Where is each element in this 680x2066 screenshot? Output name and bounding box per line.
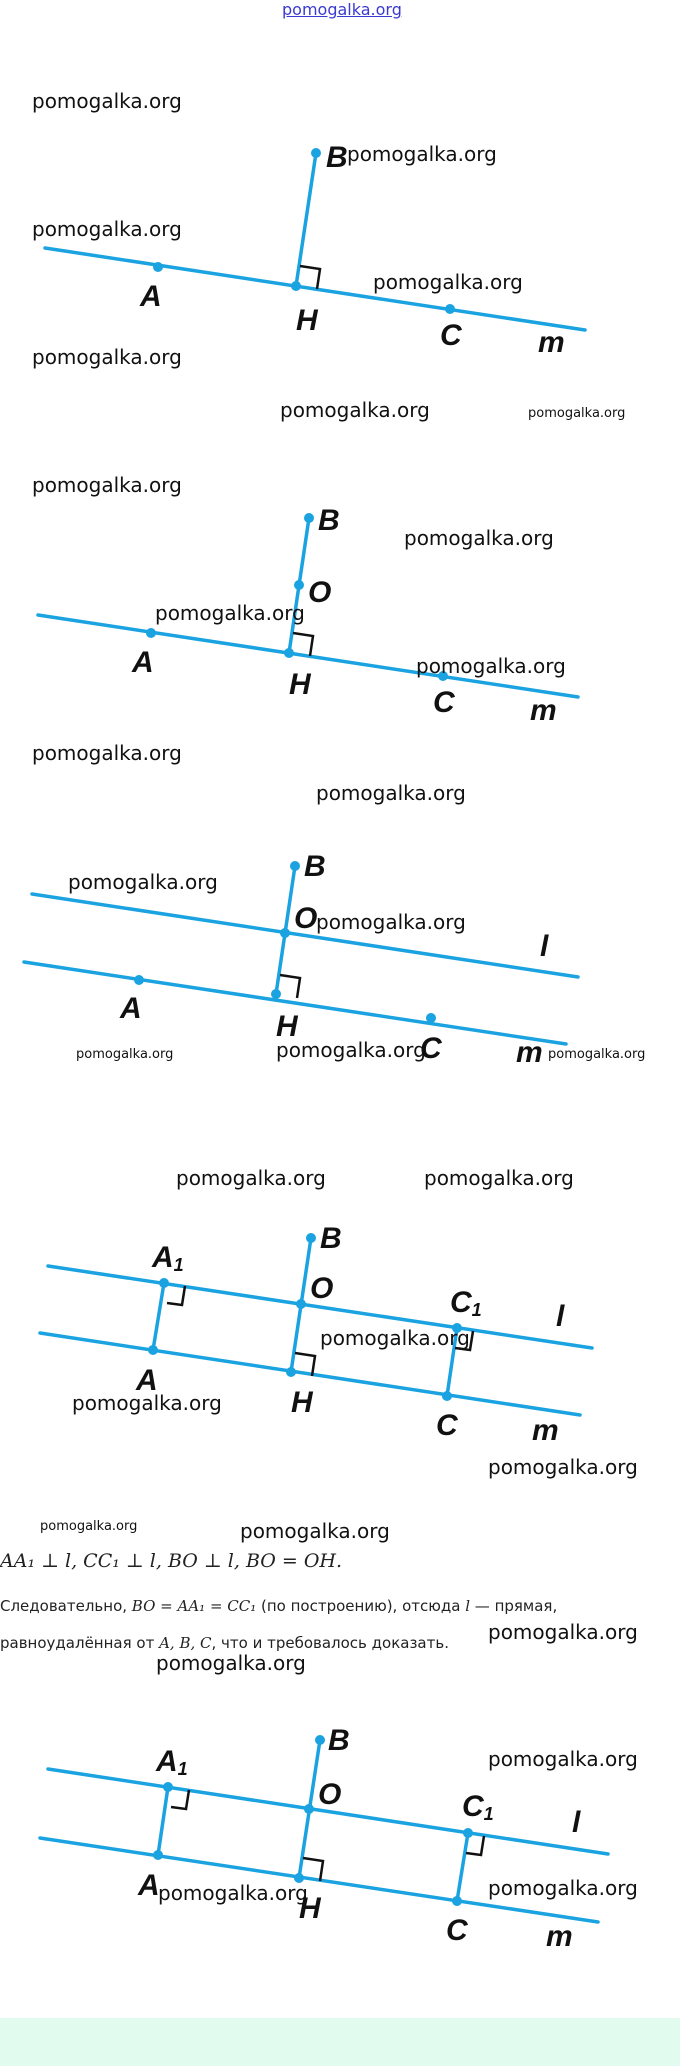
conclusion-text-5: , что и требовалось доказать. [211, 1634, 449, 1652]
watermark: pomogalka.org [240, 1519, 390, 1543]
conclusion-math-l: l [465, 1597, 471, 1615]
label-a1-letter: A [152, 1241, 174, 1274]
label-l: l [556, 1300, 565, 1333]
watermark: pomogalka.org [488, 1876, 638, 1900]
right-angle-mark-a1 [171, 1790, 189, 1809]
label-c1-letter: C [450, 1286, 472, 1319]
point-o [296, 1299, 306, 1309]
segment-aa1 [153, 1283, 164, 1350]
conclusion-text-2: (по построению), отсюда [256, 1597, 466, 1615]
watermark: pomogalka.org [488, 1620, 638, 1644]
figure-2-svg [0, 480, 680, 760]
label-c: C [436, 1409, 458, 1442]
label-a1-letter: A [156, 1745, 178, 1778]
watermark: pomogalka.org [32, 741, 182, 765]
label-a: A [140, 280, 162, 313]
label-c: C [446, 1914, 468, 1947]
point-a [153, 1850, 163, 1860]
watermark: pomogalka.org [32, 89, 182, 113]
point-b [290, 861, 300, 871]
point-b [311, 148, 321, 158]
label-b: B [320, 1222, 342, 1255]
conclusion-text-4: равноудалённая от [0, 1634, 160, 1652]
label-a1 [151, 1241, 184, 1275]
label-c: C [440, 319, 462, 352]
label-b: B [328, 1724, 350, 1757]
point-b [306, 1233, 316, 1243]
label-o: O [294, 902, 318, 935]
label-c1-letter: C [462, 1790, 484, 1823]
conclusion-line-2 [0, 1634, 449, 1652]
point-o [294, 580, 304, 590]
point-c [452, 1896, 462, 1906]
label-h: H [291, 1386, 313, 1419]
point-h [286, 1367, 296, 1377]
perpendicularity-statement: AA₁ ⊥ l, CC₁ ⊥ l, BO ⊥ l, BO = OH. [0, 1550, 343, 1572]
point-b [304, 513, 314, 523]
watermark: pomogalka.org [72, 1391, 222, 1415]
footer-band [0, 2018, 680, 2066]
label-b: B [304, 850, 326, 883]
label-a1 [155, 1745, 188, 1779]
label-l: l [540, 930, 549, 963]
point-a [146, 628, 156, 638]
label-a: A [136, 1364, 158, 1397]
watermark: pomogalka.org [416, 654, 566, 678]
label-h: H [299, 1892, 321, 1925]
watermark: pomogalka.org [155, 601, 305, 625]
label-a: A [132, 646, 154, 679]
label-a1-subscript: 1 [177, 1759, 188, 1779]
point-h [271, 989, 281, 999]
point-c [426, 1013, 436, 1023]
label-o: O [308, 576, 332, 609]
point-c1 [463, 1828, 473, 1838]
point-c [442, 1391, 452, 1401]
point-o [304, 1804, 314, 1814]
watermark: pomogalka.org [32, 217, 182, 241]
point-o [280, 928, 290, 938]
label-c: C [420, 1032, 442, 1065]
watermark: pomogalka.org [280, 398, 430, 422]
label-m: m [546, 1920, 573, 1953]
right-angle-mark [280, 975, 300, 998]
conclusion-math-equality: BO = AA₁ = CC₁ [131, 1597, 257, 1615]
label-c: C [433, 686, 455, 719]
point-h [284, 648, 294, 658]
watermark: pomogalka.org [76, 1047, 174, 1062]
watermark: pomogalka.org [424, 1166, 574, 1190]
label-o: O [318, 1778, 342, 1811]
point-a [148, 1345, 158, 1355]
segment-aa1 [158, 1787, 168, 1855]
label-c1 [462, 1790, 494, 1824]
watermark: pomogalka.org [488, 1747, 638, 1771]
conclusion-line-1 [0, 1597, 557, 1615]
watermark: pomogalka.org [158, 1881, 308, 1905]
segment-cc1 [457, 1833, 468, 1901]
watermark: pomogalka.org [316, 910, 466, 934]
label-m: m [538, 326, 565, 359]
point-a [153, 262, 163, 272]
figure-2 [0, 480, 680, 760]
conclusion-math-points: A, B, C [159, 1634, 212, 1652]
label-c1 [450, 1286, 482, 1320]
right-angle-mark-a1 [167, 1286, 185, 1305]
point-a1 [163, 1782, 173, 1792]
watermark: pomogalka.org [488, 1455, 638, 1479]
label-h: H [296, 304, 318, 337]
point-b [315, 1735, 325, 1745]
watermark: pomogalka.org [528, 406, 626, 421]
label-h: H [289, 668, 311, 701]
label-c1-subscript: 1 [471, 1300, 482, 1320]
watermark: pomogalka.org [347, 142, 497, 166]
label-m: m [530, 694, 557, 727]
label-a: A [138, 1869, 160, 1902]
watermark: pomogalka.org [32, 345, 182, 369]
watermark: pomogalka.org [316, 781, 466, 805]
watermark: pomogalka.org [373, 270, 523, 294]
label-b: B [318, 504, 340, 537]
watermark: pomogalka.org [404, 526, 554, 550]
watermark: pomogalka.org [40, 1519, 138, 1534]
watermark: pomogalka.org [320, 1326, 470, 1350]
point-c [445, 304, 455, 314]
watermark-top-link[interactable]: pomogalka.org [282, 0, 402, 19]
watermark: pomogalka.org [548, 1047, 646, 1062]
conclusion-text-3: — прямая, [470, 1597, 558, 1615]
label-a: A [120, 992, 142, 1025]
watermark: pomogalka.org [276, 1038, 426, 1062]
label-h: H [276, 1010, 298, 1043]
point-h [291, 281, 301, 291]
point-a1 [159, 1278, 169, 1288]
conclusion-text-1: Следовательно, [0, 1597, 132, 1615]
watermark: pomogalka.org [32, 473, 182, 497]
watermark: pomogalka.org [68, 870, 218, 894]
label-a1-subscript: 1 [173, 1255, 184, 1275]
watermark: pomogalka.org [176, 1166, 326, 1190]
label-m: m [532, 1414, 559, 1447]
label-c1-subscript: 1 [483, 1804, 494, 1824]
point-a [134, 975, 144, 985]
label-m: m [516, 1036, 543, 1069]
label-o: O [310, 1272, 334, 1305]
watermark: pomogalka.org [156, 1651, 306, 1675]
label-l: l [572, 1806, 581, 1839]
label-b: B [326, 141, 348, 174]
